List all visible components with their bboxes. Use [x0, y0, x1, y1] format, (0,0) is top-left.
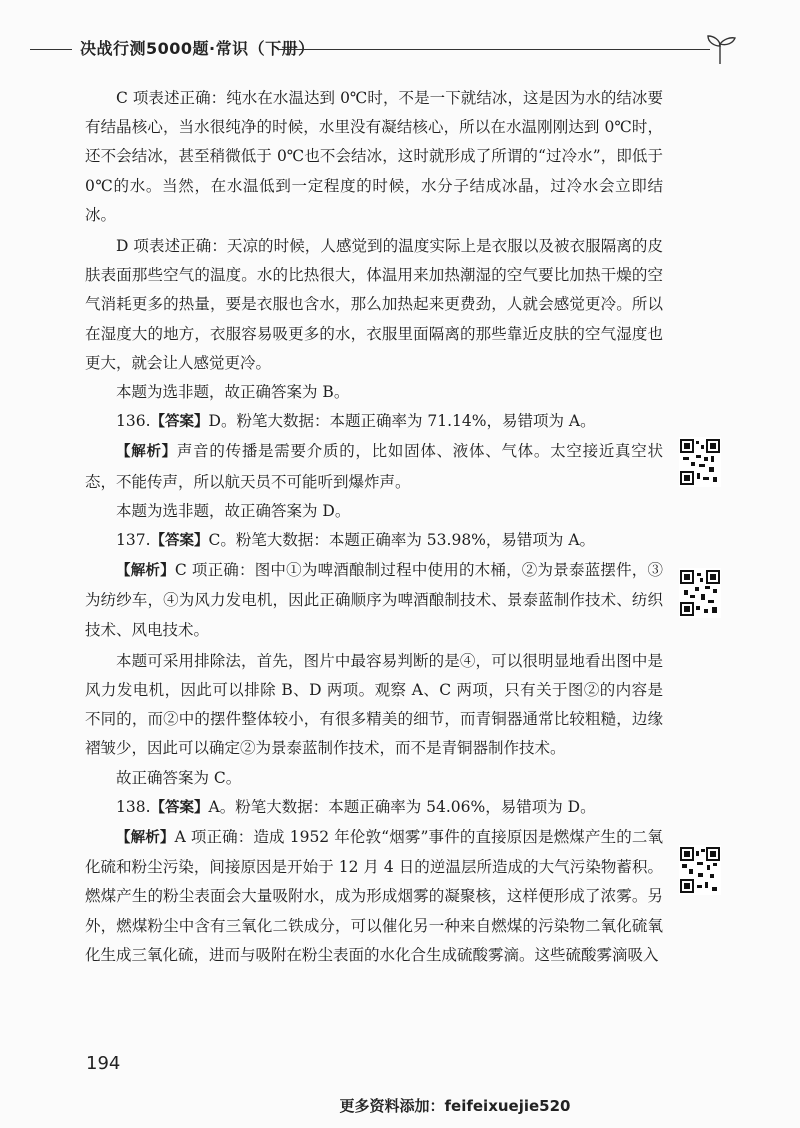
footer-label: 更多资料添加： — [339, 1097, 445, 1115]
q138-analysis-text: A 项正确：造成 1952 年伦敦“烟雾”事件的直接原因是燃煤产生的二氧化硫和粉尘污染，间接原因是开始于 12 月 4 日的逆温层所造成的大气污染物蓄积。燃煤产生的粉尘表面会大量吸附水，成为形成烟雾的凝聚核，这样便形成了浓雾。另外，燃煤粉尘中含有三氧化二铁成分，可以催化另一种来自燃煤的污染物二氧化硫氧化生成三氧化硫，进而与吸附在粉尘表面的水化合生成硫酸雾滴。这些硫酸雾滴吸入 — [85, 828, 663, 964]
q138-answer-text: A。粉笔大数据：本题正确率为 54.06%，易错项为 D。 — [208, 797, 596, 816]
q137-answer-text: C。粉笔大数据：本题正确率为 53.98%，易错项为 A。 — [208, 531, 596, 550]
q136-answer-text: D。粉笔大数据：本题正确率为 71.14%，易错项为 A。 — [208, 412, 596, 431]
q137-analysis — [85, 556, 663, 645]
q136-answer-tag: 【答案】 — [150, 414, 209, 431]
q137-elimination: 本题可采用排除法，首先，图片中最容易判断的是④，可以很明显地看出图中是风力发电机，因此可以排除 B、D 两项。观察 A、C 两项，只有关于图②的内容是不同的，而②中的摆件整体较小，有很多精美的细节，而青铜器通常比较粗糙，边缘褶皱少，因此可以确定②为景泰蓝制作技术，而不是青铜器制作技术。 — [85, 651, 663, 758]
q137-analysis-tag: 【解析】 — [116, 563, 175, 580]
sprout-icon — [700, 30, 740, 70]
q137-number: 137. — [116, 531, 151, 550]
q136-answer — [85, 407, 663, 437]
footer-promo — [0, 1095, 800, 1116]
paragraph-c-option: C 项表述正确：纯水在水温达到 0℃时，不是一下就结冰，这是因为水的结冰要有结晶核心，当水很纯净的时候，水里没有凝结核心，所以在水温刚刚达到 0℃时，还不会结冰，甚至稍微低于 0℃也不会结冰，这时就形成了所谓的“过冷水”，即低于 0℃的水。当然，在水温低到一定程度的时候，水分子结成冰晶，过冷水会立即结冰。 — [85, 89, 663, 224]
header-rule-left — [30, 49, 72, 50]
q138-analysis — [85, 823, 663, 970]
running-header — [0, 30, 800, 70]
footer-handle: feifeixuejie520 — [444, 1097, 571, 1115]
qr-code-icon — [679, 437, 721, 487]
qr-code-icon — [679, 845, 721, 895]
q136-analysis-tag: 【解析】 — [116, 444, 177, 461]
q138-number: 138. — [116, 797, 151, 816]
header-title: 决战行测5000题·常识（下册） — [80, 39, 315, 58]
q136-analysis-text: 声音的传播是需要介质的，比如固体、液体、气体。太空接近真空状态，不能传声，所以航天员不可能听到爆炸声。 — [85, 442, 664, 491]
paragraph-d-option: D 项表述正确：天凉的时候，人感觉到的温度实际上是衣服以及被衣服隔离的皮肤表面那些空气的温度。水的比热很大，体温用来加热潮湿的空气要比加热干燥的空气消耗更多的热量，要是衣服也含水，那么加热起来更费劲，人就会感觉更冷。所以在湿度大的地方，衣服容易吸更多的水，衣服里面隔离的那些靠近皮肤的空气湿度也更大，就会让人感觉更冷。 — [85, 237, 663, 372]
page-number: 194 — [86, 1053, 121, 1074]
q136-conclusion: 本题为选非题，故正确答案为 D。 — [116, 501, 351, 520]
qr-code-icon — [679, 568, 721, 618]
q137-answer-tag: 【答案】 — [150, 533, 209, 550]
paragraph-q135-conclusion: 本题为选非题，故正确答案为 B。 — [116, 383, 350, 402]
page-body — [85, 84, 663, 970]
q137-analysis-text: C 项正确：图中①为啤酒酿制过程中使用的木桶，②为景泰蓝摆件，③为纺纱车，④为风力发电机，因此正确顺序为啤酒酿制技术、景泰蓝制作技术、纺织技术、风电技术。 — [85, 561, 664, 639]
q137-conclusion: 故正确答案为 C。 — [116, 768, 242, 787]
header-rule-right — [278, 49, 710, 50]
q138-answer-tag: 【答案】 — [150, 799, 209, 816]
q136-number: 136. — [116, 412, 151, 431]
q136-analysis — [85, 437, 663, 496]
q137-answer — [85, 526, 663, 556]
q138-analysis-tag: 【解析】 — [116, 830, 175, 847]
q138-answer — [85, 793, 663, 823]
